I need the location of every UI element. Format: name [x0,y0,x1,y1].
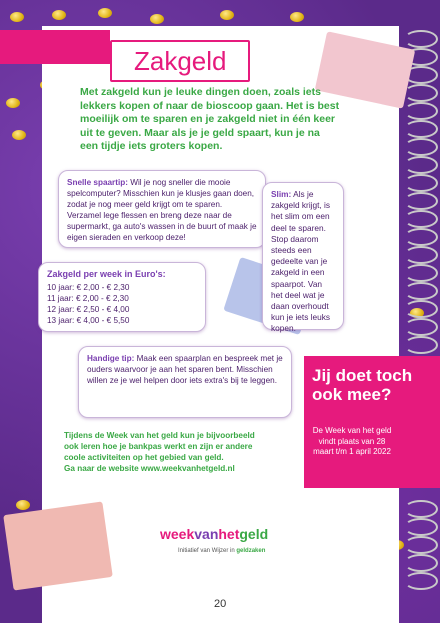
coin-icon [98,8,112,18]
page-title: Zakgeld [134,46,227,76]
spiral-binding [404,30,434,590]
coin-icon [52,10,66,20]
website-link[interactable]: Ga naar de website www.weekvanhetgeld.nl [64,464,235,473]
logo-wordmark: weekvanhetgeld [160,526,269,542]
page-number: 20 [214,598,227,610]
slim-heading: Slim: [271,189,292,199]
callout-heading: Jij doet toch ook mee? [312,366,413,404]
allowance-row: 11 jaar: € 2,00 - € 2,30 [47,294,129,303]
snelle-spaartip-card [58,170,266,248]
allowance-card [38,262,206,332]
title-box [110,40,250,82]
handige-tip-card [78,346,292,418]
allowance-row: 12 jaar: € 2,50 - € 4,00 [47,305,130,314]
tip1-heading: Snelle spaartip: [67,178,128,187]
week-text: Tijdens de Week van het geld kun je bijvoorbeeld ook leren hoe je bankpas werkt en zijn er andere coole activiteiten op het gebied van geld. [64,431,255,462]
week-van-het-geld-logo [160,512,290,558]
coin-icon [220,10,234,20]
callout-accent [399,458,440,470]
slim-card [262,182,344,334]
slim-text: Als je zakgeld krijgt, is het slim om een deel te sparen. Stop daarom steeds een gedeelte van je zakgeld in een spaarpot. Van het deel wat je daan overhoudt kun je iets leuks kopen. [271,189,331,334]
coin-icon [16,500,30,510]
coin-icon [290,12,304,22]
title-accent-bar [0,30,110,64]
coin-icon [6,98,20,108]
allowance-row: 13 jaar: € 4,00 - € 5,50 [47,316,130,325]
logo-initiative: Initiatief van Wijzer in geldzaken [178,548,266,554]
tip2-heading: Handige tip: [87,354,135,363]
intro-text: Met zakgeld kun je leuke dingen doen, zoals iets lekkers kopen of naar de bioscoop gaan. Het is best moeilijk om te sparen en je zakgeld niet in één keer uit te geven. Maar als je je geld spaart, kun je na een tijdje iets groters kopen. [80,86,340,152]
coin-icon [150,14,164,24]
week-van-het-geld-info [64,430,264,474]
callout-text: De Week van het geld vindt plaats van 28 maart t/m 1 april 2022 [312,426,392,456]
tip1-text: Wil je nog sneller die mooie spelcomputer? Misschien kun je klusjes gaan doen, zodat je nog meer geld krijgt om te sparen. Verzamel lege flessen en breng deze naar de supermarkt, ga auto's wassen in de buurt of maak je eigen sieraden en verkoop deze! [67,178,257,242]
tip2-text: Maak een spaarplan en bespreek met je ouders waarvoor je aan het sparen bent. Misschien willen ze je wel helpen door iets extra's bij te leggen. [87,354,283,385]
allowance-heading: Zakgeld per week in Euro's: [47,269,166,279]
coin-icon [12,130,26,140]
banknote-10-icon [3,501,113,590]
allowance-row: 10 jaar: € 2,00 - € 2,30 [47,283,130,292]
coin-icon [10,12,24,22]
